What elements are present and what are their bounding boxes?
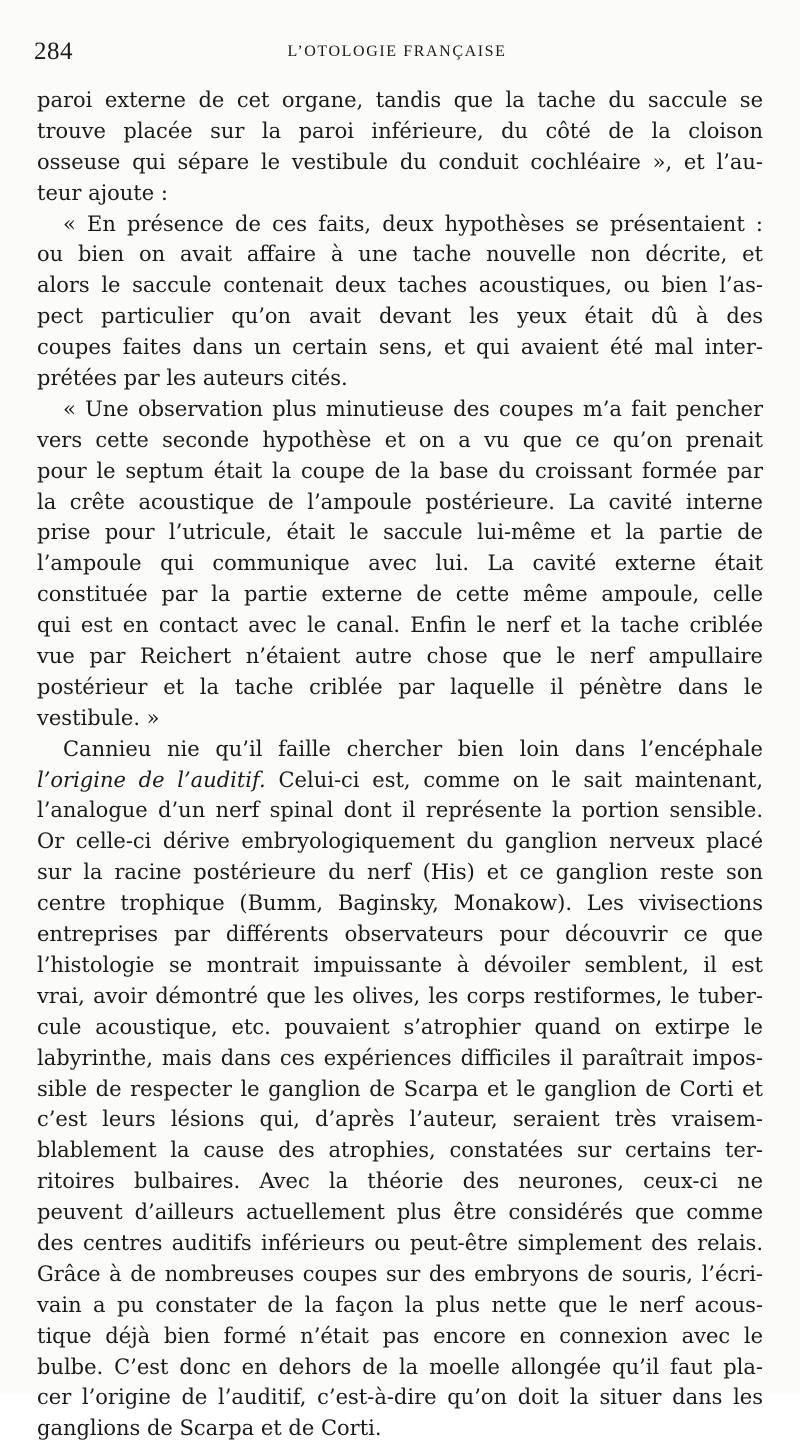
text-line: vain a pu constater de la façon la plus nette que le nerf acous- [37, 1292, 763, 1317]
text-line: l’ampoule qui communique avec lui. La cavité externe était [37, 551, 763, 576]
text-line: cer l’origine de l’auditif, c’est-à-dire qu’on doit la situer dans les [37, 1385, 763, 1410]
body-text [37, 85, 763, 1444]
text-line: postérieur et la tache criblée par laquelle il pénètre dans le [37, 674, 763, 699]
text-line: peuvent d’ailleurs actuellement plus être considérés que comme [37, 1200, 763, 1225]
text-line: vers cette seconde hypothèse et on a vu que ce qu’on prenait [37, 427, 763, 452]
text-line: Cannieu nie qu’il faille chercher bien loin dans l’encéphale [63, 736, 763, 761]
text-line: trouve placée sur la paroi inférieure, du côté de la cloison [37, 118, 763, 143]
text-line: vue par Reichert n’étaient autre chose que le nerf ampullaire [37, 644, 763, 669]
text-line: « En présence de ces faits, deux hypothèses se présentaient : [63, 211, 763, 236]
text-line: c’est leurs lésions qui, d’après l’auteur, seraient très vraisem- [37, 1107, 763, 1132]
text-line: osseuse qui sépare le vestibule du conduit cochléaire », et l’au- [37, 149, 763, 174]
text-line: Grâce à de nombreuses coupes sur des embryons de souris, l’écri- [37, 1261, 763, 1286]
text-line: labyrinthe, mais dans ces expériences difficiles il paraîtrait impos- [37, 1045, 763, 1070]
text-line: sur la racine postérieure du nerf (His) et ce ganglion reste son [37, 860, 763, 885]
text-line: centre trophique (Bumm, Baginsky, Monakow). Les vivisections [37, 891, 763, 916]
page-header [34, 38, 760, 68]
text-line: constituée par la partie externe de cette même ampoule, celle [37, 582, 763, 607]
text-line: qui est en contact avec le canal. Enfin le nerf et la tache criblée [37, 613, 763, 638]
italic-phrase: l’origine de l’auditif. [37, 767, 266, 792]
text-line: « Une observation plus minutieuse des coupes m’a fait pencher [63, 396, 763, 421]
text-fragment: Celui-ci est, comme on le sait maintenant, [265, 767, 763, 792]
text-line: Or celle-ci dérive embryologiquement du ganglion nerveux placé [37, 829, 763, 854]
text-line: ritoires bulbaires. Avec la théorie des neurones, ceux-ci ne [37, 1169, 763, 1194]
text-line: alors le saccule contenait deux taches acoustiques, ou bien l’as- [37, 273, 763, 298]
text-line: prétées par les auteurs cités. [37, 366, 348, 391]
text-line-with-italic [37, 765, 763, 796]
text-line: coupes faites dans un certain sens, et qui avaient été mal inter- [37, 335, 763, 360]
text-line: entreprises par différents observateurs pour découvrir ce que [37, 922, 763, 947]
text-line: ou bien on avait affaire à une tache nouvelle non décrite, et [37, 242, 763, 267]
text-line: bulbe. C’est donc en dehors de la moelle allongée qu’il faut pla- [37, 1354, 763, 1379]
text-line: sible de respecter le ganglion de Scarpa et le ganglion de Corti et [37, 1076, 763, 1101]
text-line: tique déjà bien formé n’était pas encore en connexion avec le [37, 1323, 763, 1348]
text-line: prise pour l’utricule, était le saccule lui-même et la partie de [37, 520, 763, 545]
text-line: des centres auditifs inférieurs ou peut-être simplement des relais. [37, 1230, 763, 1255]
text-line: pect particulier qu’on avait devant les yeux était dû à des [37, 304, 763, 329]
running-title: L’OTOLOGIE FRANÇAISE [287, 43, 507, 60]
page-number: 284 [34, 38, 73, 65]
text-line: ganglions de Scarpa et de Corti. [37, 1416, 382, 1441]
text-line: blablement la cause des atrophies, constatées sur certains ter- [37, 1138, 763, 1163]
text-line: l’histologie se montrait impuissante à dévoiler semblent, il est [37, 952, 763, 977]
text-line: l’analogue d’un nerf spinal dont il représente la portion sensible. [37, 798, 763, 823]
text-line: la crête acoustique de l’ampoule postérieure. La cavité interne [37, 489, 763, 514]
text-line: pour le septum était la coupe de la base du croissant formée par [37, 458, 763, 483]
text-line: vestibule. » [37, 705, 160, 730]
text-line: cule acoustique, etc. pouvaient s’atrophier quand on extirpe le [37, 1014, 763, 1039]
text-line: vrai, avoir démontré que les olives, les corps restiformes, le tuber- [37, 983, 763, 1008]
text-line: teur ajoute : [37, 180, 168, 205]
text-line: paroi externe de cet organe, tandis que la tache du saccule se [37, 88, 763, 112]
